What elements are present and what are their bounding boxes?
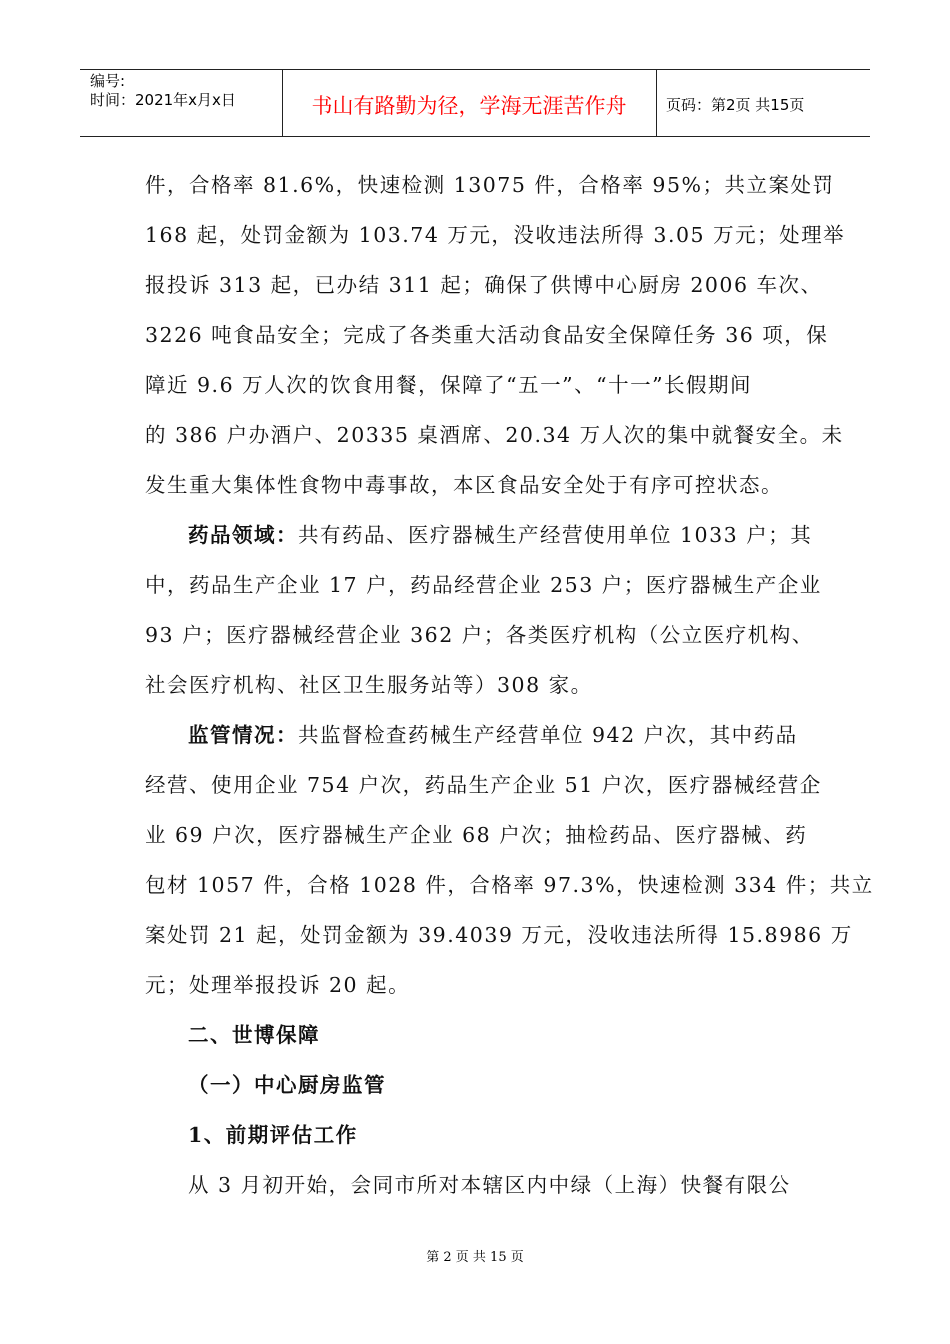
body-line: 业 69 户次，医疗器械生产企业 68 户次；抽检药品、医疗器械、药 [145, 823, 808, 847]
subsubsection-heading-assessment [145, 1110, 805, 1160]
body-line: 共监督检查药械生产经营单位 942 户次，其中药品 [298, 723, 798, 747]
supervision-heading: 监管情况： [188, 723, 298, 747]
subsection-heading-text: （一）中心厨房监管 [188, 1073, 386, 1097]
body-line: 168 起，处罚金额为 103.74 万元，没收违法所得 3.05 万元；处理举 [145, 223, 846, 247]
body-line: 的 386 户办酒户、20335 桌酒席、20.34 万人次的集中就餐安全。未 [145, 423, 844, 447]
body-line: 社会医疗机构、社区卫生服务站等）308 家。 [145, 673, 593, 697]
body-line: 从 3 月初开始，会同市所对本辖区内中绿（上海）快餐有限公 [188, 1173, 791, 1197]
section-heading-text: 二、世博保障 [188, 1023, 320, 1047]
header-time-label: 时间：2021年x月x日 [90, 91, 236, 109]
header-top-rule [80, 69, 870, 70]
body-line: 障近 9.6 万人次的饮食用餐，保障了“五一”、“十一”长假期间 [145, 373, 753, 397]
header-divider-right [656, 69, 657, 136]
body-line: 经营、使用企业 754 户次，药品生产企业 51 户次，医疗器械经营企 [145, 773, 822, 797]
paragraph-supervision [145, 710, 805, 760]
body-line: 元；处理举报投诉 20 起。 [145, 973, 411, 997]
document-body [145, 160, 874, 1210]
drug-field-heading: 药品领域： [188, 523, 298, 547]
paragraph-drug-field [145, 510, 813, 560]
body-line: 发生重大集体性食物中毒事故，本区食品安全处于有序可控状态。 [145, 473, 783, 497]
body-line: 共有药品、医疗器械生产经营使用单位 1033 户；其 [298, 523, 813, 547]
section-heading-expo [145, 1010, 805, 1060]
header-number-label: 编号: [90, 72, 126, 90]
header-meta [90, 72, 236, 110]
subsubsection-heading-text: 1、前期评估工作 [188, 1123, 358, 1147]
body-line: 案处罚 21 起，处罚金额为 39.4039 万元，没收违法所得 15.8986 万 [145, 923, 853, 947]
subsection-heading-kitchen [145, 1060, 805, 1110]
body-line: 件，合格率 81.6%，快速检测 13075 件，合格率 95%；共立案处罚 [145, 173, 835, 197]
header-page-label: 页码：第2页 共15页 [666, 96, 805, 114]
page-footer: 第 2 页 共 15 页 [426, 1250, 524, 1265]
body-line: 包材 1057 件，合格 1028 件，合格率 97.3%，快速检测 334 件；共立 [145, 873, 874, 897]
header-bottom-rule [80, 136, 870, 137]
header-motto: 书山有路勤为径，学海无涯苦作舟 [311, 94, 627, 118]
body-line: 93 户；医疗器械经营企业 362 户；各类医疗机构（公立医疗机构、 [145, 623, 814, 647]
body-line: 3226 吨食品安全；完成了各类重大活动食品安全保障任务 36 项，保 [145, 323, 829, 347]
body-line: 中，药品生产企业 17 户，药品经营企业 253 户；医疗器械生产企业 [145, 573, 822, 597]
body-line: 报投诉 313 起，已办结 311 起；确保了供博中心厨房 2006 车次、 [145, 273, 823, 297]
